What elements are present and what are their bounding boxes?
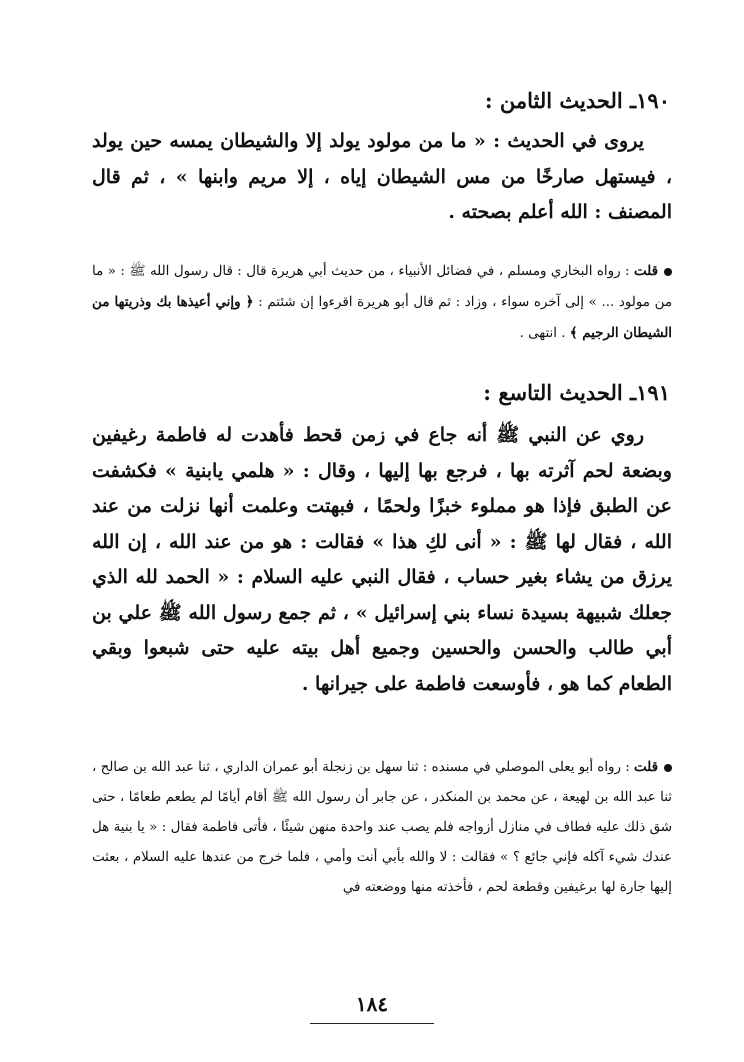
- hadith-190-heading: ١٩٠ـ الحديث الثامن :: [484, 88, 670, 113]
- page-number: ١٨٤: [355, 992, 389, 1016]
- commentary-text: : رواه أبو يعلى الموصلي في مسنده : ثنا سهل بن زنجلة أبو عمران الداري ، ثنا عبد الله بن صالح ، ثنا عبد الله بن لهيعة ، عن محمد بن المنكدر ، عن جابر أن رسول الله ﷺ أقام أيامًا لم يطعم طعامًا ، حتى شق ذلك عليه فطاف في منازل أزواجه فلم يصب عند واحدة منهن شيئًا ، فأتى فاطمة فقال : « يا بنية هل عندك شيء آكله فإني جائع ؟ » فقالت : لا والله بأبي أنت وأمي ، فلما خرج من عندها عليه السلام ، بعثت إليها جارة لها برغيفين وقطعة لحم ، فأخذته منها ووضعته في: [91, 760, 672, 895]
- hadith-190-commentary: [92, 256, 672, 349]
- hadith-190-text: يروى في الحديث : « ما من مولود يولد إلا والشيطان يمسه حين يولد ، فيستهل صارخًا من مس الشيطان إياه ، إلا مريم وابنها » ، ثم قال المصنف : الله أعلم بصحته .: [92, 130, 672, 223]
- hadith-191-heading: ١٩١ـ الحديث التاسع :: [483, 380, 670, 405]
- page-number-rule: [310, 1023, 434, 1024]
- quran-verse: ﴿ وإني أعيذها بك وذريتها من الشيطان الرجيم ﴾: [92, 294, 672, 341]
- hadith-191-commentary: [92, 752, 672, 903]
- commentary-label: قلت: [634, 759, 658, 775]
- commentary-text: : رواه البخاري ومسلم ، في فضائل الأنبياء ، من حديث أبي هريرة قال : قال رسول الله ﷺ : « ما من مولود ... » إلى آخره سواء ، وزاد : ثم قال أبو هريرة اقرءوا إن شئتم :: [92, 264, 672, 310]
- bullet-dot-icon: [664, 764, 672, 772]
- commentary-label: قلت: [634, 263, 658, 279]
- hadith-191-text: روي عن النبي ﷺ أنه جاع في زمن قحط فأهدت له فاطمة رغيفين وبضعة لحم آثرته بها ، فرجع بها إليها ، وقال : « هلمي يابنية » فكشفت عن الطبق فإذا هو مملوء خبزًا ولحمًا ، فبهتت وعلمت أنها نزلت من عند الله ، فقال لها ﷺ : « أنى لكِ هذا » فقالت : هو من عند الله ، إن الله يرزق من يشاء بغير حساب ، فقال النبي عليه السلام : « الحمد لله الذي جعلك شبيهة بسيدة نساء بني إسرائيل » ، ثم جمع رسول الله ﷺ علي بن أبي طالب والحسن والحسين وجميع أهل بيته عليه حتى شبعوا وبقي الطعام كما هو ، فأوسعت فاطمة على جيرانها .: [92, 424, 672, 695]
- bullet-dot-icon: [664, 268, 672, 276]
- commentary-end: . انتهى .: [519, 326, 570, 341]
